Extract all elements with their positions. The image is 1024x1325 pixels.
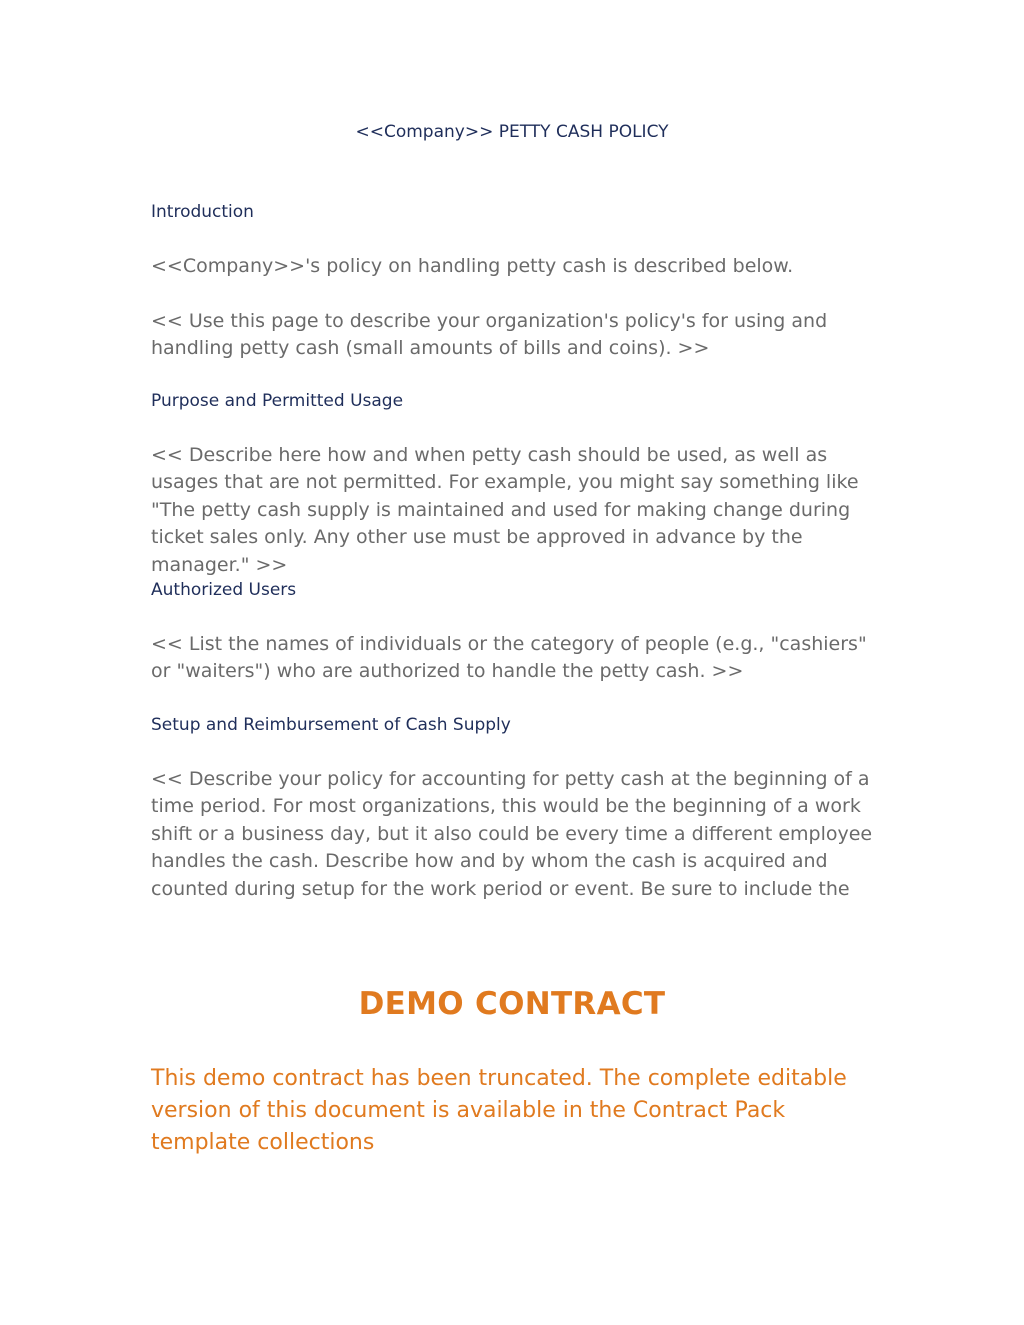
setup-paragraph: << Describe your policy for accounting for petty cash at the beginning of a time period. For most organizations, this would be the beginning of a work shift or a business day, but it also could be every time a different employee handles the cash. Describe how and by whom the cash is acquired and counted during setup for the work period or event. Be sure to include the <box>151 768 873 900</box>
section-heading-introduction: Introduction <box>151 202 254 222</box>
section-heading-purpose: Purpose and Permitted Usage <box>151 391 404 411</box>
authorized-users-paragraph: << List the names of individuals or the category of people (e.g., "cashiers" or "waiters") who are authorized to handle the petty cash. >> <box>151 633 867 683</box>
intro-paragraph-2: << Use this page to describe your organization's policy's for using and handling petty cash (small amounts of bills and coins). >> <box>151 310 828 360</box>
section-heading-authorized-users: Authorized Users <box>151 580 297 600</box>
section-heading-setup: Setup and Reimbursement of Cash Supply <box>151 715 511 735</box>
demo-truncation-note: This demo contract has been truncated. The complete editable version of this document is available in the Contract Pack template collections <box>151 1066 847 1155</box>
purpose-paragraph: << Describe here how and when petty cash should be used, as well as usages that are not permitted. For example, you might say something like "The petty cash supply is maintained and used for making change during ticket sales only. Any other use must be approved in advance by the manager." >> <box>151 444 859 576</box>
document-title: <<Company>> PETTY CASH POLICY <box>355 122 669 142</box>
intro-paragraph-1: <<Company>>'s policy on handling petty cash is described below. <box>151 255 794 277</box>
demo-contract-title: DEMO CONTRACT <box>358 986 666 1022</box>
